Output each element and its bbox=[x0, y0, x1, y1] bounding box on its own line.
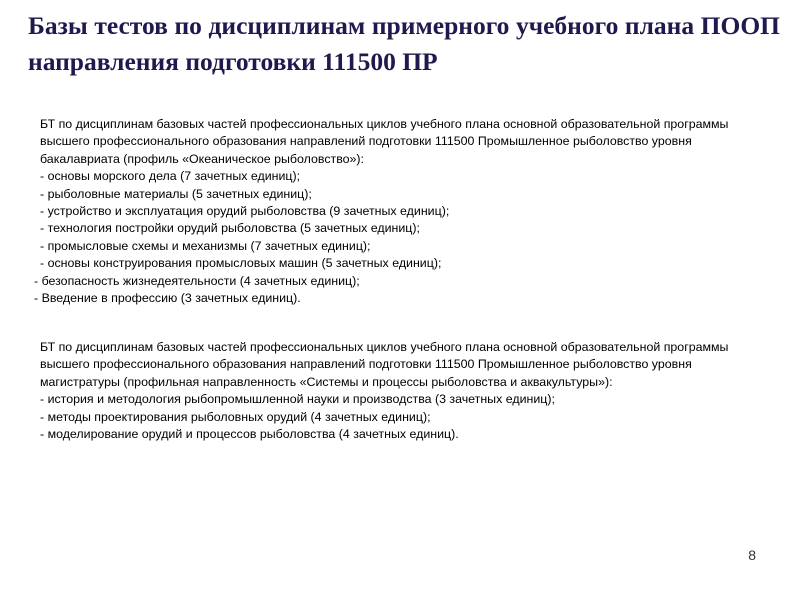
block-intro: БТ по дисциплинам базовых частей профессиональных циклов учебного плана основной образовательной программы высшего профессионального образования направлений подготовки 111500 Промышленное рыболовство уровня магистратуры (профильная направленность «Системы и процессы рыболовства и аквакультуры»): bbox=[40, 340, 729, 389]
list-item: - рыболовные материалы (5 зачетных единиц); bbox=[40, 186, 312, 201]
list-item: - история и методология рыбопромышленной науки и производства (3 зачетных единиц); bbox=[40, 392, 555, 407]
list-item: - устройство и эксплуатация орудий рыболовства (9 зачетных единиц); bbox=[40, 204, 450, 219]
list-item: - моделирование орудий и процессов рыболовства (4 зачетных единиц). bbox=[40, 427, 459, 442]
list-item: - промысловые схемы и механизмы (7 зачетных единиц); bbox=[40, 238, 371, 253]
list-item: - основы морского дела (7 зачетных единиц); bbox=[40, 169, 301, 184]
list-item: - технология постройки орудий рыболовства (5 зачетных единиц); bbox=[40, 221, 420, 236]
block-intro: БТ по дисциплинам базовых частей профессиональных циклов учебного плана основной образовательной программы высшего профессионального образования направлений подготовки 111500 Промышленное рыболовство уровня бакалавриата (профиль «Океаническое рыболовство»): bbox=[40, 117, 729, 166]
list-item: - основы конструирования промысловых машин (5 зачетных единиц); bbox=[40, 256, 442, 271]
discipline-list bbox=[34, 391, 770, 443]
discipline-list bbox=[34, 168, 770, 307]
page-number: 8 bbox=[748, 547, 756, 563]
list-item: - Введение в профессию (3 зачетных единиц). bbox=[34, 291, 301, 306]
master-test-bank-block bbox=[34, 339, 770, 443]
list-item: - безопасность жизнедеятельности (4 зачетных единиц); bbox=[34, 273, 360, 288]
bachelor-test-bank-block bbox=[34, 116, 770, 307]
list-item: - методы проектирования рыболовных орудий (4 зачетных единиц); bbox=[40, 409, 431, 424]
slide-title: Базы тестов по дисциплинам примерного учебного плана ПООП направления подготовки 111500 ПР bbox=[28, 11, 780, 76]
